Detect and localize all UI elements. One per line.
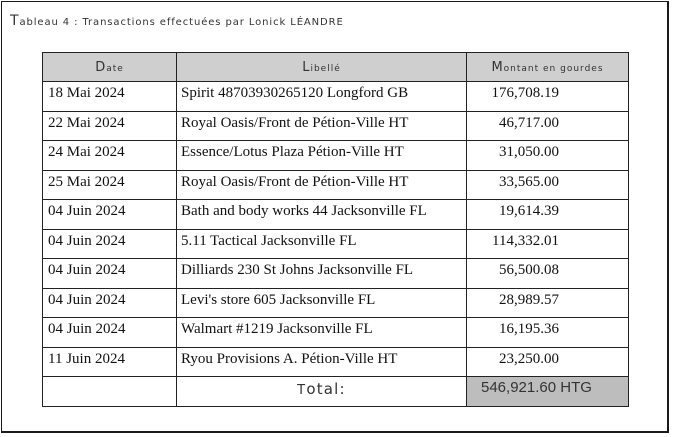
table-row [43, 229, 629, 259]
table-row [43, 141, 629, 171]
table-row [43, 318, 629, 348]
row-label: Royal Oasis/Front de Pétion-Ville HT [177, 170, 467, 200]
row-amount: 46,717.00 [467, 111, 629, 141]
row-label: Bath and body works 44 Jacksonville FL [177, 200, 467, 230]
header-date [43, 53, 177, 82]
row-date: 18 Mai 2024 [43, 82, 177, 112]
row-amount: 19,614.39 [467, 200, 629, 230]
total-label-text: otal: [306, 380, 346, 398]
row-amount: 114,332.01 [467, 229, 629, 259]
caption-initial: T [10, 13, 20, 29]
header-date-initial: D [95, 59, 107, 75]
row-amount: 23,250.00 [467, 347, 629, 377]
table-row [43, 288, 629, 318]
row-date: 04 Juin 2024 [43, 200, 177, 230]
header-date-text: ate [106, 63, 124, 74]
header-amount-text: ontant en gourdes [503, 63, 604, 74]
header-label [177, 53, 467, 82]
row-amount: 176,708.19 [467, 82, 629, 112]
table-caption [10, 13, 344, 29]
row-date: 04 Juin 2024 [43, 288, 177, 318]
total-label-initial: T [297, 383, 307, 398]
caption-text: ableau 4 : Transactions effectuées par Lonick LÉANDRE [19, 17, 344, 28]
row-amount: 31,050.00 [467, 141, 629, 171]
total-row [43, 377, 629, 407]
table-row [43, 347, 629, 377]
row-amount: 33,565.00 [467, 170, 629, 200]
row-date: 04 Juin 2024 [43, 229, 177, 259]
row-label: Walmart #1219 Jacksonville FL [177, 318, 467, 348]
row-date: 04 Juin 2024 [43, 259, 177, 289]
header-label-text: ibellé [310, 63, 341, 74]
table-row [43, 259, 629, 289]
table-row [43, 170, 629, 200]
row-label: Royal Oasis/Front de Pétion-Ville HT [177, 111, 467, 141]
row-amount: 56,500.08 [467, 259, 629, 289]
table-header-row [43, 53, 629, 82]
total-value: 546,921.60 HTG [467, 377, 629, 407]
row-label: 5.11 Tactical Jacksonville FL [177, 229, 467, 259]
row-label: Spirit 48703930265120 Longford GB [177, 82, 467, 112]
total-label [177, 377, 467, 407]
row-label: Levi's store 605 Jacksonville FL [177, 288, 467, 318]
row-date: 25 Mai 2024 [43, 170, 177, 200]
row-amount: 28,989.57 [467, 288, 629, 318]
row-date: 22 Mai 2024 [43, 111, 177, 141]
row-date: 11 Juin 2024 [43, 347, 177, 377]
table-row [43, 111, 629, 141]
row-label: Dilliards 230 St Johns Jacksonville FL [177, 259, 467, 289]
total-empty-cell [43, 377, 177, 407]
row-date: 04 Juin 2024 [43, 318, 177, 348]
row-label: Ryou Provisions A. Pétion-Ville HT [177, 347, 467, 377]
row-label: Essence/Lotus Plaza Pétion-Ville HT [177, 141, 467, 171]
row-amount: 16,195.36 [467, 318, 629, 348]
row-date: 24 Mai 2024 [43, 141, 177, 171]
transactions-table [42, 52, 629, 407]
header-amount [467, 53, 629, 82]
header-label-initial: L [302, 59, 311, 75]
header-amount-initial: M [491, 59, 504, 75]
table-row [43, 82, 629, 112]
table-row [43, 200, 629, 230]
